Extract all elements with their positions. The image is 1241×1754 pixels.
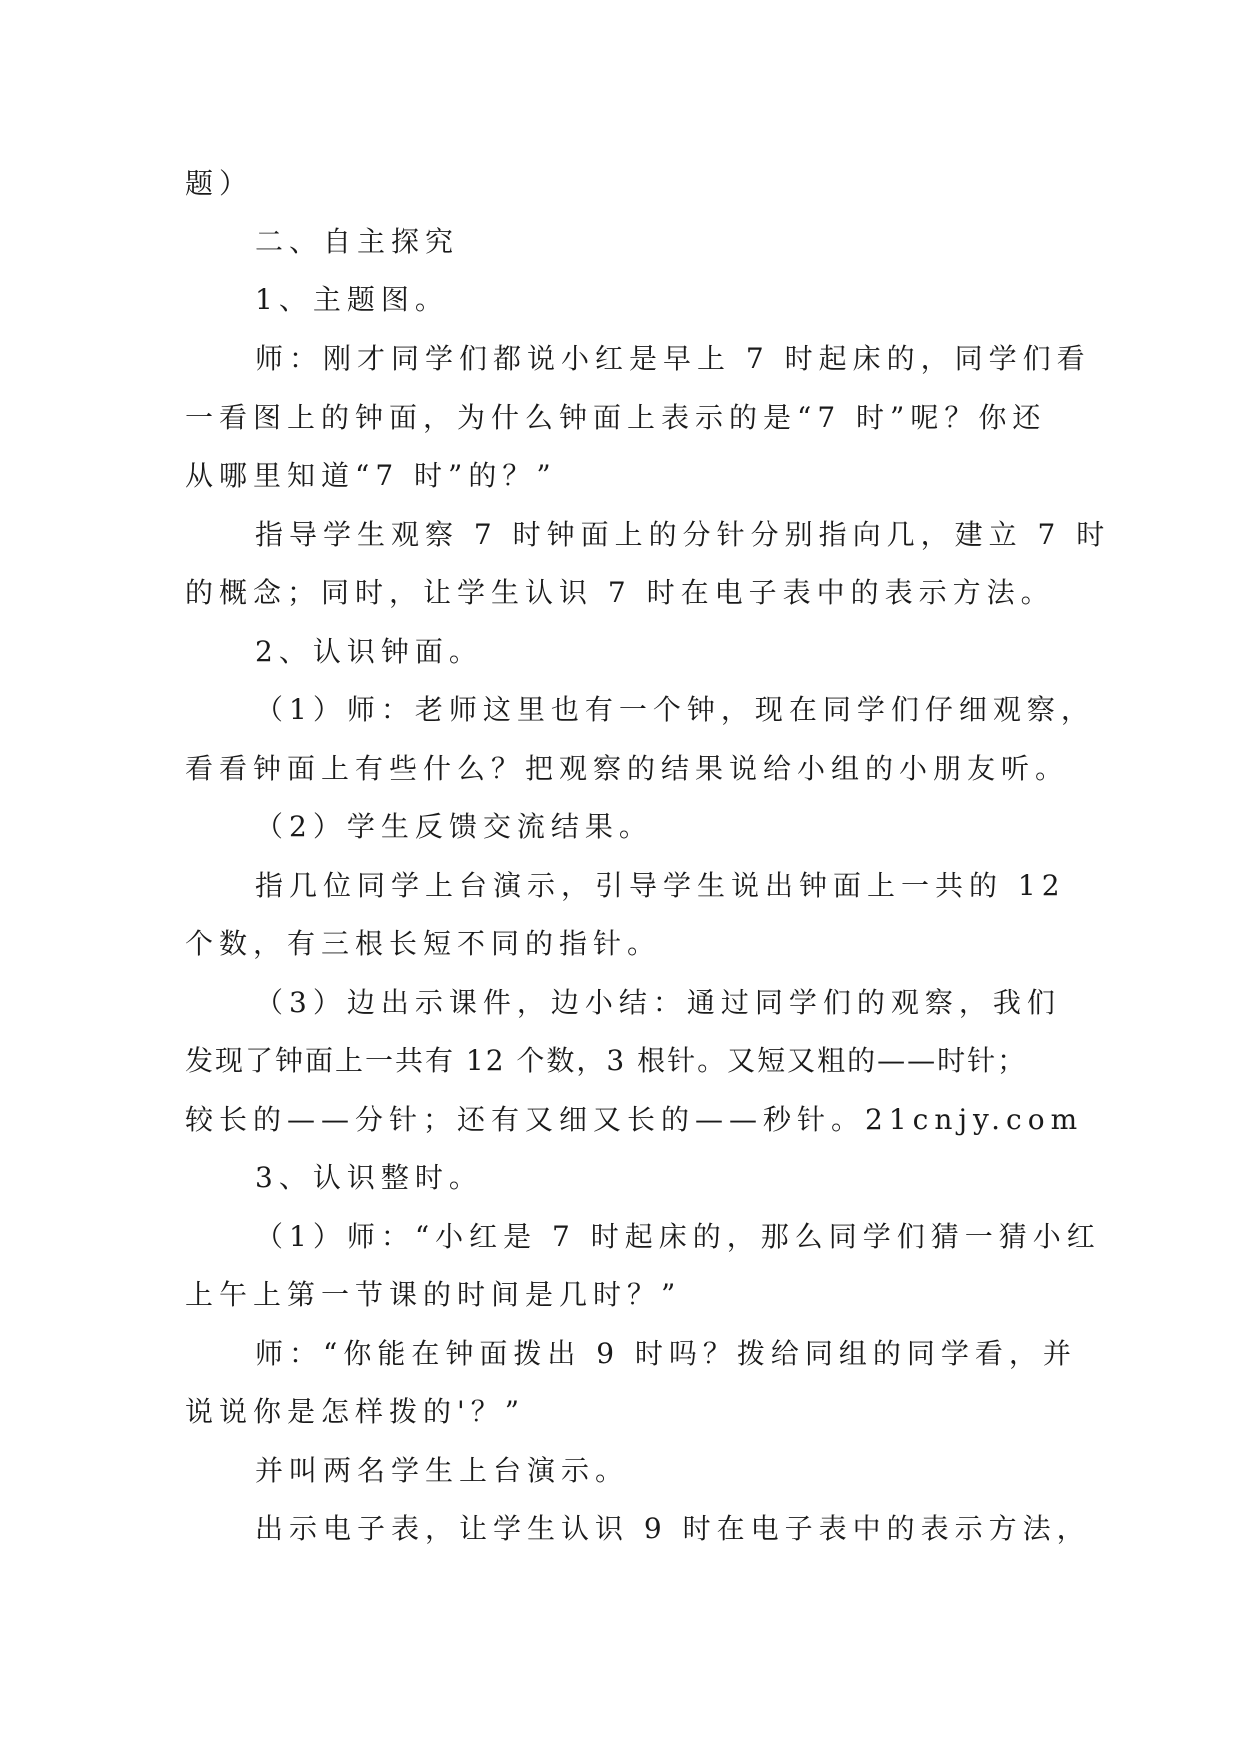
text-line-8: 的概念；同时，让学生认识 7 时在电子表中的表示方法。 — [185, 576, 1055, 609]
text-line-24: 出示电子表，让学生认识 9 时在电子表中的表示方法， — [255, 1512, 1091, 1545]
text-line-7: 指导学生观察 7 时钟面上的分针分别指向几，建立 7 时 — [255, 518, 1111, 551]
text-line-23: 并叫两名学生上台演示。 — [255, 1454, 630, 1487]
text-line-17: 较长的——分针；还有又细又长的——秒针。21cnjy.com — [185, 1103, 1084, 1136]
text-line-4: 师：刚才同学们都说小红是早上 7 时起床的，同学们看 — [255, 342, 1091, 375]
subsection-heading: 3、认识整时。 — [255, 1161, 483, 1194]
text-line-14: 个数，有三根长短不同的指针。 — [185, 927, 662, 960]
text-line-11: 看看钟面上有些什么？把观察的结果说给小组的小朋友听。 — [185, 752, 1070, 785]
text-line-19: （1）师：“小红是 7 时起床的，那么同学们猜一猜小红 — [255, 1220, 1101, 1253]
text-line-16: 发现了钟面上一共有 12 个数，3 根针。又短又粗的——时针； — [185, 1044, 1028, 1077]
subsection-heading: 1、主题图。 — [255, 283, 449, 316]
section-heading: 二、自主探究 — [255, 225, 460, 258]
text-line-21: 师：“你能在钟面拨出 9 时吗？拨给同组的同学看，并 — [255, 1337, 1077, 1370]
text-line-5: 一看图上的钟面，为什么钟面上表示的是“7 时”呢？你还 — [185, 401, 1047, 434]
text-line-13: 指几位同学上台演示，引导学生说出钟面上一共的 12 — [255, 869, 1066, 902]
text-line-10: （1）师：老师这里也有一个钟，现在同学们仔细观察， — [255, 693, 1095, 726]
text-line-20: 上午上第一节课的时间是几时？” — [185, 1278, 682, 1311]
text-line-12: （2）学生反馈交流结果。 — [255, 810, 653, 843]
text-line-1: 题） — [185, 167, 254, 200]
subsection-heading: 2、认识钟面。 — [255, 635, 483, 668]
text-line-15: （3）边出示课件，边小结：通过同学们的观察，我们 — [255, 986, 1061, 1019]
text-line-22: 说说你是怎样拨的'？” — [185, 1395, 526, 1428]
text-line-6: 从哪里知道“7 时”的？” — [185, 459, 557, 492]
